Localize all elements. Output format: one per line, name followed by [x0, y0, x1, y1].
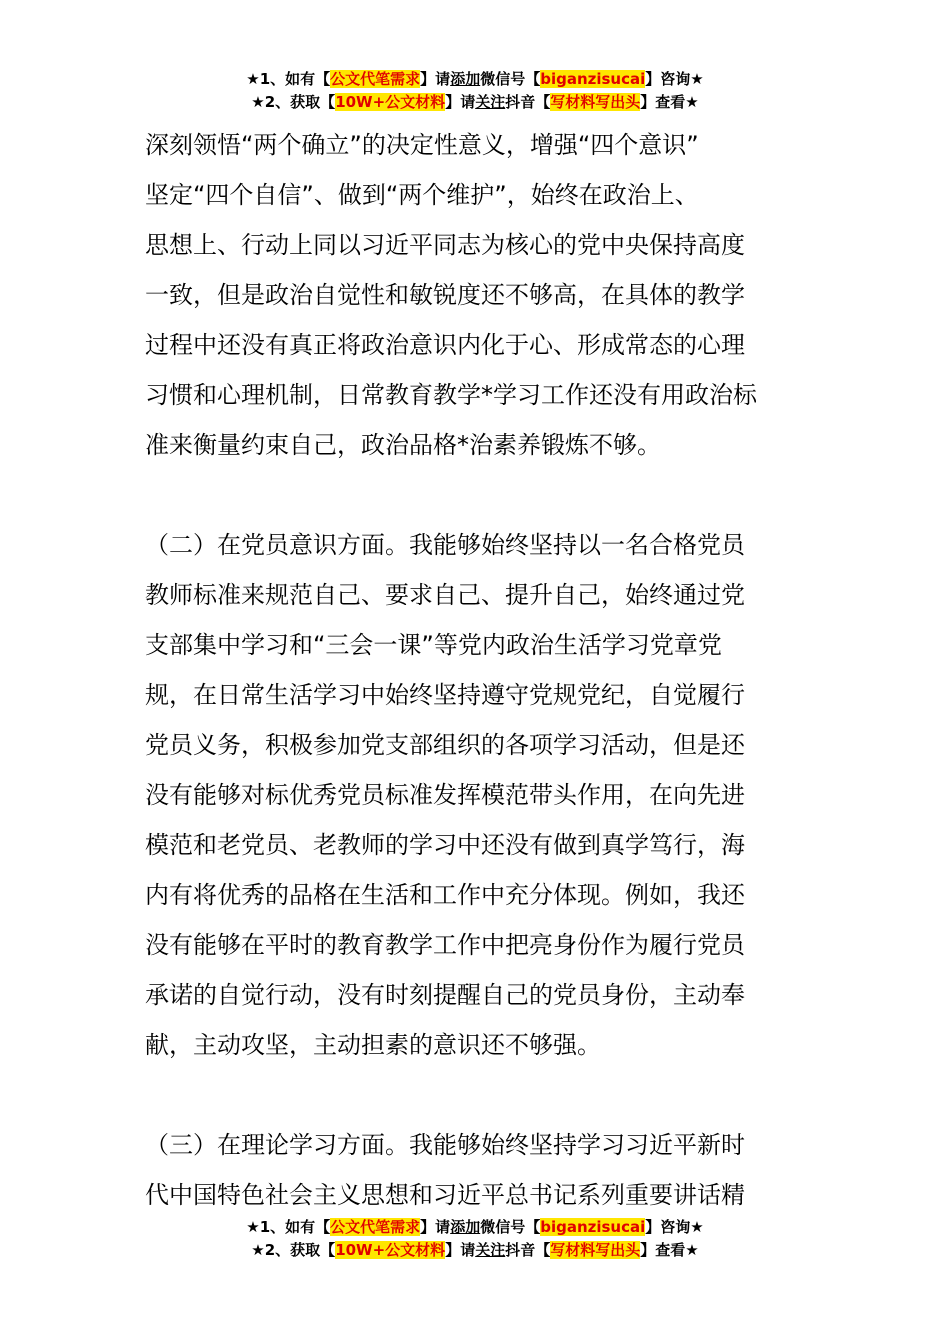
highlight-wechat-id: biganzisucai	[540, 1218, 646, 1236]
banner-line-2: ★2、获取【10W+公文材料】请关注抖音【写材料写出头】查看★	[251, 93, 699, 111]
text-line: 规，在日常生活学习中始终坚持遵守党规党纪，自觉履行	[145, 681, 745, 709]
paragraph-party-member	[145, 520, 825, 1070]
text-line: 内有将优秀的品格在生活和工作中充分体现。例如，我还	[145, 881, 745, 909]
text-line: 承诺的自觉行动，没有时刻提醒自己的党员身份，主动奉	[145, 981, 745, 1009]
text-line: （三）在理论学习方面。我能够始终坚持学习习近平新时	[145, 1131, 745, 1159]
text-line: 教师标准来规范自己、要求自己、提升自己，始终通过党	[145, 581, 745, 609]
text-line: 过程中还没有真正将政治意识内化于心、形成常态的心理	[145, 331, 745, 359]
text-line: 没有能够对标优秀党员标准发挥模范带头作用，在向先进	[145, 781, 745, 809]
text-line: （二）在党员意识方面。我能够始终坚持以一名合格党员	[145, 531, 745, 559]
highlight-materials: 10W+公文材料	[335, 93, 446, 111]
text-line: 一致，但是政治自觉性和敏锐度还不够高，在具体的教学	[145, 281, 745, 309]
paragraph-theory-study	[145, 1120, 825, 1220]
text-line: 深刻领悟“两个确立”的决定性意义，增强“四个意识”	[145, 131, 699, 159]
text-line: 坚定“四个自信”、做到“两个维护”，始终在政治上、	[145, 181, 699, 209]
highlight-service: 公文代笔需求	[330, 1218, 421, 1236]
text-line: 没有能够在平时的教育教学工作中把亮身份作为履行党员	[145, 931, 745, 959]
text-line: 代中国特色社会主义思想和习近平总书记系列重要讲话精	[145, 1181, 745, 1209]
paragraph-political	[145, 120, 825, 470]
highlight-douyin: 写材料写出头	[550, 93, 641, 111]
highlight-wechat-id: biganzisucai	[540, 70, 646, 88]
text-line: 支部集中学习和“三会一课”等党内政治生活学习党章党	[145, 631, 722, 659]
text-line: 思想上、行动上同以习近平同志为核心的党中央保持高度	[145, 231, 745, 259]
highlight-materials: 10W+公文材料	[335, 1241, 446, 1259]
paragraph-gap	[145, 1070, 825, 1120]
highlight-douyin: 写材料写出头	[550, 1241, 641, 1259]
banner-line-1: ★1、如有【公文代笔需求】请添加微信号【biganzisucai】咨询★	[246, 1218, 704, 1236]
footer-banner	[0, 1216, 950, 1262]
header-banner	[0, 68, 950, 114]
text-line: 党员义务，积极参加党支部组织的各项学习活动，但是还	[145, 731, 745, 759]
text-line: 习惯和心理机制，日常教育教学*学习工作还没有用政治标	[145, 381, 757, 409]
paragraph-gap	[145, 470, 825, 520]
text-line: 模范和老党员、老教师的学习中还没有做到真学笃行，海	[145, 831, 745, 859]
text-line: 准来衡量约束自己，政治品格*治素养锻炼不够。	[145, 431, 661, 459]
highlight-service: 公文代笔需求	[330, 70, 421, 88]
banner-line-1: ★1、如有【公文代笔需求】请添加微信号【biganzisucai】咨询★	[246, 70, 704, 88]
banner-line-2: ★2、获取【10W+公文材料】请关注抖音【写材料写出头】查看★	[251, 1241, 699, 1259]
text-line: 献，主动攻坚，主动担素的意识还不够强。	[145, 1031, 601, 1059]
document-body	[145, 120, 825, 1220]
